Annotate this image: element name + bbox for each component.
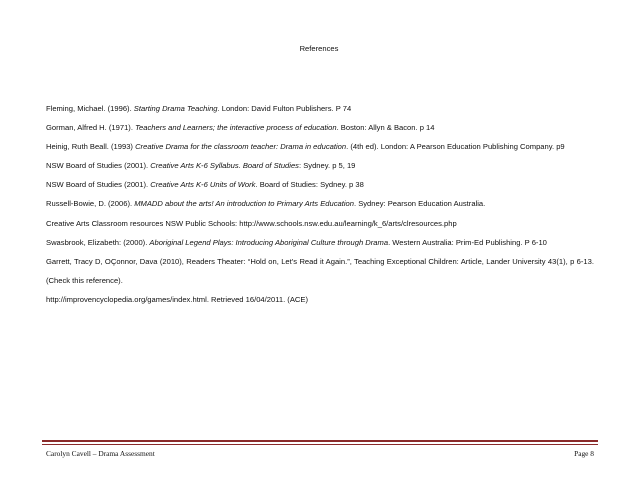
reference-item: Garrett, Tracy D, OÇonnor, Dava (2010), Readers Theater: “Hold on, Let’s Read it Again.”, Teaching Exceptional Children: Article, Lander University 43(1), p 6-13. (Check this reference). (46, 256, 594, 285)
reference-item: Heinig, Ruth Beall. (1993) Creative Drama for the classroom teacher: Drama in education. (4th ed). London: A Pearson Education Publishing Company. p9 (46, 142, 565, 152)
reference-item: Russell-Bowie, D. (2006). MMADD about the arts! An introduction to Primary Arts Education. Sydney: Pearson Education Australia. (46, 199, 486, 209)
reference-item: Gorman, Alfred H. (1971). Teachers and Learners; the interactive process of education. Boston: Allyn & Bacon. p 14 (46, 123, 435, 133)
reference-item: NSW Board of Studies (2001). Creative Arts K-6 Units of Work. Board of Studies: Sydney. p 38 (46, 180, 364, 190)
footer-author: Carolyn Cavell – Drama Assessment (46, 449, 155, 458)
reference-item: Swasbrook, Elizabeth: (2000). Aboriginal Legend Plays: Introducing Aboriginal Culture through Drama. Western Australia: Prim-Ed Publishing. P 6-10 (46, 237, 547, 247)
page-number: Page 8 (574, 449, 594, 458)
reference-item: NSW Board of Studies (2001). Creative Arts K-6 Syllabus. Board of Studies: Sydney. p 5, 19 (46, 161, 356, 171)
reference-list (46, 99, 594, 309)
reference-item: Fleming, Michael. (1996). Starting Drama Teaching. London: David Fulton Publishers. P 74 (46, 104, 352, 113)
reference-item: http://improvencyclopedia.org/games/index.html. Retrieved 16/04/2011. (ACE) (46, 294, 308, 304)
reference-item: Creative Arts Classroom resources NSW Public Schools: http://www.schools.nsw.edu.au/learning/k_6/arts/clresources.php (46, 218, 457, 228)
footer-rule (42, 440, 598, 445)
page-title: References (299, 44, 339, 53)
